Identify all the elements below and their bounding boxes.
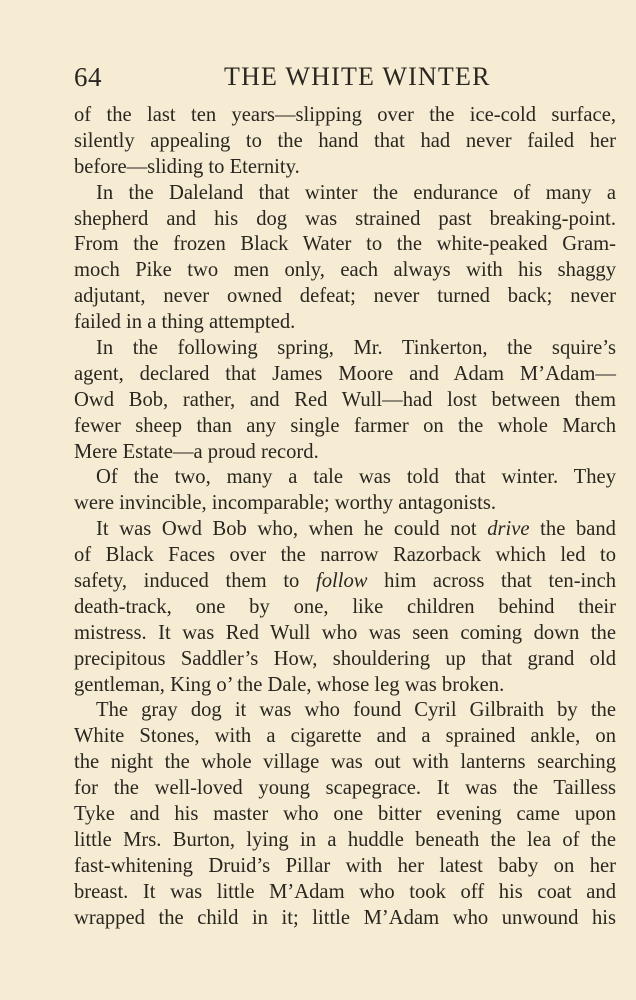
text-segment: It was Owd Bob who, when he could not — [96, 518, 488, 541]
text-line: In the following spring, Mr. Tinkerton, the squire’s — [96, 337, 616, 360]
text-segment: him across that ten-inch — [367, 570, 617, 593]
page-number: 64 — [74, 62, 102, 92]
text-line: precipitous Saddler’s How, shouldering up that grand old — [74, 647, 616, 670]
text-line: gentleman, King o’ the Dale, whose leg was broken. — [74, 673, 505, 696]
text-line: mistress. It was Red Wull who was seen coming down the — [74, 621, 616, 644]
text-line: death-track, one by one, like children behind their — [74, 595, 616, 618]
text-line: From the frozen Black Water to the white-peaked Gram- — [74, 233, 616, 256]
text-line: silently appealing to the hand that had never failed her — [74, 129, 616, 152]
text-line: breast. It was little M’Adam who took off his coat and — [74, 880, 616, 903]
text-line: fewer sheep than any single farmer on the whole March — [74, 414, 616, 437]
text-line: White Stones, with a cigarette and a sprained ankle, on — [74, 725, 616, 748]
text-line: were invincible, incomparable; worthy antagonists. — [74, 492, 497, 515]
text-line: shepherd and his dog was strained past breaking-point. — [74, 207, 616, 230]
text-line: In the Daleland that winter the endurance of many a — [96, 181, 616, 204]
text-segment: the band — [529, 518, 616, 541]
text-line: Tyke and his master who one bitter evening came upon — [74, 803, 616, 826]
text-line: The gray dog it was who found Cyril Gilbraith by the — [96, 699, 616, 722]
text-line: Of the two, many a tale was told that winter. They — [96, 466, 616, 489]
text-line: wrapped the child in it; little M’Adam who unwound his — [74, 906, 616, 929]
text-line — [74, 517, 616, 543]
text-line: before—sliding to Eternity. — [74, 155, 300, 178]
text-line: of the last ten years—slipping over the ice-cold surface, — [74, 104, 616, 126]
body-text — [74, 103, 616, 932]
italic-word: drive — [487, 518, 530, 541]
text-line: for the well-loved young scapegrace. It was the Tailless — [74, 777, 616, 800]
text-line: failed in a thing attempted. — [74, 311, 296, 334]
page-header — [74, 62, 616, 98]
text-line — [74, 569, 616, 595]
text-line: adjutant, never owned defeat; never turned back; never — [74, 285, 616, 308]
text-line: of Black Faces over the narrow Razorback which led to — [74, 544, 616, 567]
text-line: fast-whitening Druid’s Pillar with her latest baby on her — [74, 854, 616, 877]
text-line: Owd Bob, rather, and Red Wull—had lost between them — [74, 388, 616, 411]
text-line: agent, declared that James Moore and Adam M’Adam— — [74, 362, 616, 385]
running-head: THE WHITE WINTER — [224, 62, 491, 91]
text-line: little Mrs. Burton, lying in a huddle beneath the lea of the — [74, 828, 616, 851]
italic-word: follow — [316, 570, 368, 593]
text-segment: safety, induced them to — [74, 570, 317, 593]
text-line: the night the whole village was out with lanterns searching — [74, 751, 616, 774]
text-line: Mere Estate—a proud record. — [74, 440, 319, 463]
text-line: moch Pike two men only, each always with his shaggy — [74, 259, 616, 282]
